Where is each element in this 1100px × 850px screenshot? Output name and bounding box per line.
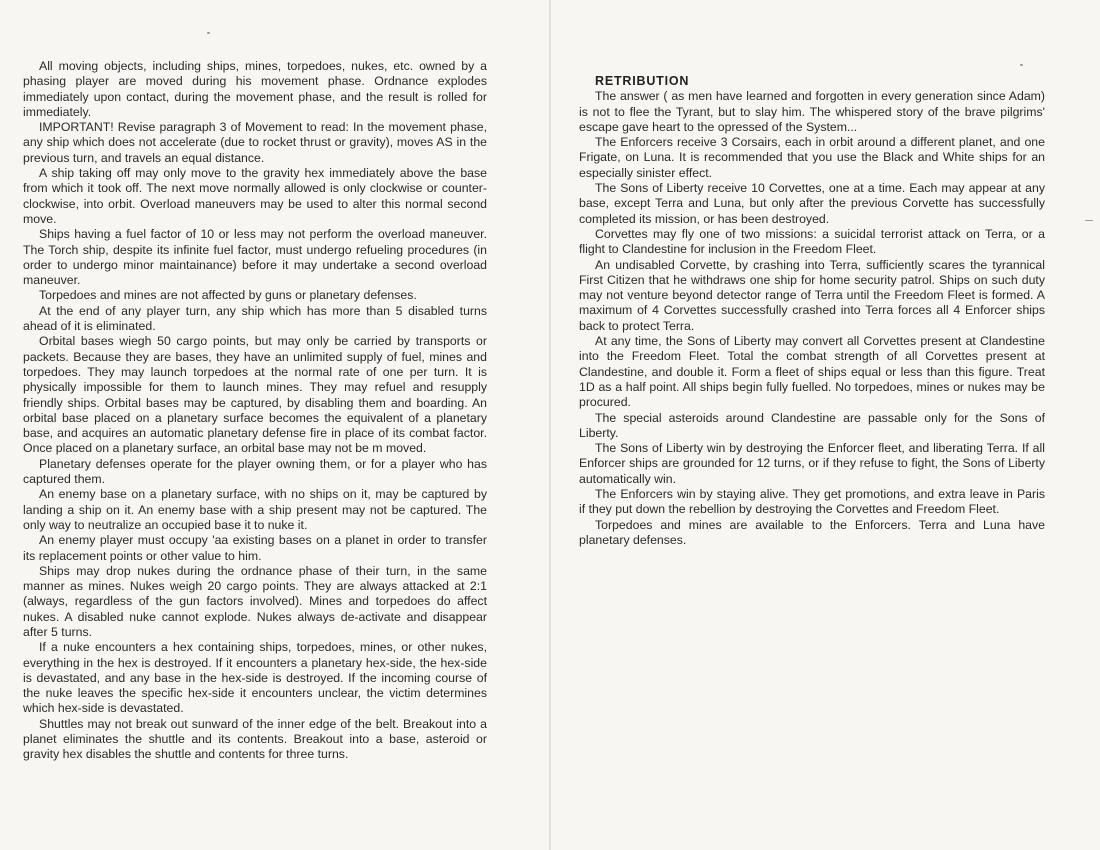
paragraph: An enemy player must occupy 'aa existing bases on a planet in order to transfer its replacement points or other value to him. — [23, 533, 487, 563]
paragraph: IMPORTANT! Revise paragraph 3 of Movement to read: In the movement phase, any ship which does not accelerate (due to rocket thrust or gravity), moves AS in the previous turn, and travels an equal distance. — [23, 120, 487, 165]
scan-speck — [1020, 64, 1023, 66]
paragraph: Shuttles may not break out sunward of the inner edge of the belt. Breakout into a planet eliminates the shuttle and its contents. Breakout into a base, asteroid or gravity hex disables the shuttle and contents for three turns. — [23, 716, 487, 762]
paragraph: The Sons of Liberty receive 10 Corvettes, one at a time. Each may appear at any base, except Terra and Luna, but only after the previous Corvette has successfully completed its mission, or has been destroyed. — [579, 181, 1045, 226]
paragraph: At any time, the Sons of Liberty may convert all Corvettes present at Clandestine into the Freedom Fleet. Total the combat strength of all Corvettes present at Clandestine, and double it. Form a fleet of ships equal or less than this figure. Treat 1D as a half point. All ships begin fully fuelled. No torpedoes, mines or nukes may be procured. — [579, 334, 1045, 410]
section-title: RETRIBUTION — [595, 74, 690, 88]
paragraph: The Enforcers win by staying alive. They get promotions, and extra leave in Paris if they put down the rebellion by destroying the Corvettes and Freedom Fleet. — [579, 487, 1045, 517]
paragraph: The answer ( as men have learned and forgotten in every generation since Adam) is not to flee the Tyrant, but to slay him. The whispered story of the brave pilgrims' escape gave heart to the opressed of the System... — [579, 89, 1045, 134]
paragraph: Orbital bases wiegh 50 cargo points, but may only be carried by transports or packets. Because they are bases, they have an unlimited supply of fuel, mines and torpedoes. They may launch torpedoes at the normal rate of one per turn. It is physically impossible for them to launch mines. They may refuel and resupply friendly ships. Orbital bases may be captured, by disabling them and boarding. An orbital base placed on a planetary surface becomes the equivalent of a planetary base, and acquires an automatic planetary defense fire in place of its combat factor. Once placed on a planetary surface, an orbital base may not be m moved. — [23, 334, 487, 456]
paragraph: An undisabled Corvette, by crashing into Terra, sufficiently scares the tyrannical First Citizen that he withdraws one ship for home security patrol. Ships on such duty may not venture beyond detector range of Terra until the Freedom Fleet is formed. A maximum of 4 Corvettes successfully crashed into Terra forces all 4 Enforcer ships back to protect Terra. — [579, 257, 1045, 333]
paragraph: The Enforcers receive 3 Corsairs, each in orbit around a different planet, and one Frigate, on Luna. It is recommended that you use the Black and White ships for an especially sinister effect. — [579, 135, 1045, 180]
right-text-column — [579, 74, 1045, 548]
right-page — [550, 0, 1100, 850]
paragraph: Corvettes may fly one of two missions: a suicidal terrorist attack on Terra, or a flight to Clandestine for inclusion in the Freedom Fleet. — [579, 226, 1045, 257]
paragraph: The special asteroids around Clandestine are passable only for the Sons of Liberty. — [579, 410, 1045, 440]
paragraph: Torpedoes and mines are available to the Enforcers. Terra and Luna have planetary defenses. — [579, 517, 1045, 547]
scan-speck — [1085, 220, 1093, 221]
paragraph: If a nuke encounters a hex containing ships, torpedoes, mines, or other nukes, everything in the hex is destroyed. If it encounters a planetary hex-side, the hex-side is devastated, and any base in the hex-side is destroyed. If the incoming course of the nuke leaves the specific hex-side it encounters unclear, the victim determines which hex-side is devastated. — [23, 640, 487, 716]
paragraph: At the end of any player turn, any ship which has more than 5 disabled turns ahead of it is eliminated. — [23, 303, 487, 334]
paragraph: Ships may drop nukes during the ordnance phase of their turn, in the same manner as mines. Nukes weigh 20 cargo points. They are always attacked at 2:1 (always, regardless of the gun factors involved). Mines and torpedoes do affect nukes. A disabled nuke cannot explode. Nukes always de-activate and disappear after 5 turns. — [23, 563, 487, 639]
left-text-column — [23, 59, 487, 763]
paragraph: The Sons of Liberty win by destroying the Enforcer fleet, and liberating Terra. If all Enforcer ships are grounded for 12 turns, or if they refuse to fight, the Sons of Liberty automatically win. — [579, 441, 1045, 486]
paragraph: Ships having a fuel factor of 10 or less may not perform the overload maneuver. The Torch ship, despite its infinite fuel factor, must undergo refueling procedures (in order to undergo minor maintainance) before it may undertake a second overload maneuver. — [23, 227, 487, 288]
scan-speck — [207, 32, 210, 34]
paragraph: Planetary defenses operate for the player owning them, or for a player who has captured them. — [23, 456, 487, 487]
paragraph: An enemy base on a planetary surface, with no ships on it, may be captured by landing a ship on it. An enemy base with a ship present may not be captured. The only way to neutralize an occupied base it to nuke it. — [23, 487, 487, 532]
paragraph: Torpedoes and mines are not affected by guns or planetary defenses. — [39, 288, 417, 303]
paragraph: All moving objects, including ships, mines, torpedoes, nukes, etc. owned by a phasing player are moved during his movement phase. Ordnance explodes immediately upon contact, during the movement phase, and the result is rolled for immediately. — [23, 59, 487, 119]
paragraph: A ship taking off may only move to the gravity hex immediately above the base from which it took off. The next move normally allowed is only clockwise or counter-clockwise, into orbit. Overload maneuvers may be used to alter this normal second move. — [23, 166, 487, 226]
